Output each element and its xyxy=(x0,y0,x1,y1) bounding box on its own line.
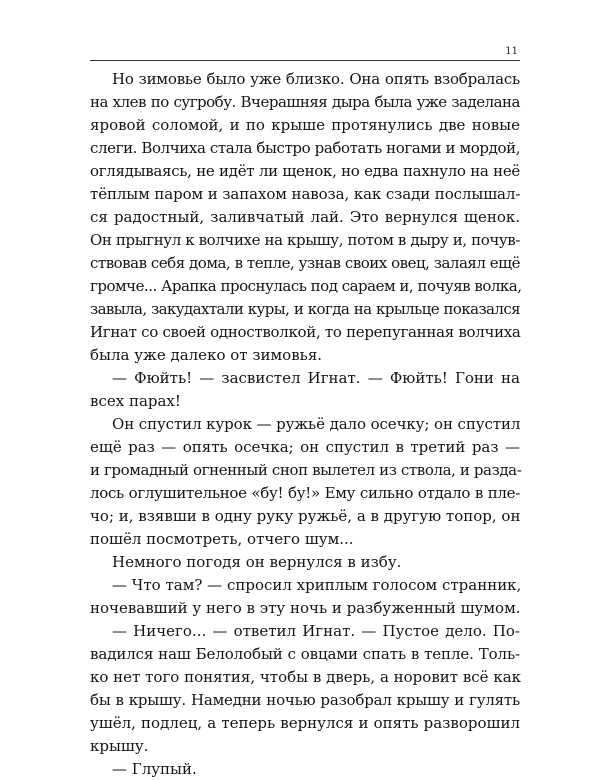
text-line: ствовав себя дома, в тепле, узнав своих овец, залаял ещё xyxy=(90,254,520,272)
text-line: — Ничего... — ответил Игнат. — Пустое дело. По- xyxy=(112,622,520,640)
paragraph xyxy=(90,574,520,620)
text-line: Немного погодя он вернулся в избу. xyxy=(112,553,402,571)
text-line: Игнат со своей одностволкой, то перепуганная волчиха xyxy=(90,323,521,341)
text-line: ночевавший у него в эту ночь и разбуженный шумом. xyxy=(90,599,521,617)
text-line: — Что там? — спросил хриплым голосом странник, xyxy=(112,576,522,594)
text-line: крышу. xyxy=(90,737,149,755)
text-line: на хлев по сугробу. Вчерашняя дыра была уже заделана xyxy=(90,93,520,111)
text-body xyxy=(90,68,520,781)
paragraph xyxy=(90,620,520,758)
text-line: всех парах! xyxy=(90,392,181,410)
text-line: ещё раз — опять осечка; он спустил в третий раз — xyxy=(90,438,520,456)
text-line: была уже далеко от зимовья. xyxy=(90,346,323,364)
text-line: ушёл, подлец, а теперь вернулся и опять разворошил xyxy=(90,714,520,732)
text-line: Но зимовье было уже близко. Она опять взобралась xyxy=(112,70,520,88)
header-rule xyxy=(90,60,520,61)
text-line: лось оглушительное «бу! бу!» Ему сильно отдало в пле- xyxy=(90,484,520,502)
paragraph xyxy=(90,551,520,574)
paragraph xyxy=(90,68,520,367)
text-line: слеги. Волчиха стала быстро работать ногами и мордой, xyxy=(90,139,521,157)
text-line: и громадный огненный сноп вылетел из ствола, и разда- xyxy=(90,461,522,479)
text-line: Он прыгнул к волчихе на крышу, потом в дыру и, почув- xyxy=(90,231,520,249)
text-line: — Глупый. xyxy=(112,760,197,778)
text-line: Он спустил курок — ружьё дало осечку; он спустил xyxy=(112,415,521,433)
page-number: 11 xyxy=(505,46,518,57)
text-line: чо; и, взявши в одну руку ружьё, а в другую топор, он xyxy=(90,507,521,525)
paragraph xyxy=(90,367,520,413)
text-line: вадился наш Белолобый с овцами спать в тепле. Толь- xyxy=(90,645,520,663)
text-line: завыла, закудахтали куры, и когда на крыльце показался xyxy=(90,300,520,318)
text-line: бы в крышу. Намедни ночью разобрал крышу и гулять xyxy=(90,691,520,709)
text-line: тёплым паром и запахом навоза, как сзади послышал- xyxy=(90,185,521,203)
text-line: — Фюйть! — засвистел Игнат. — Фюйть! Гони на xyxy=(112,369,520,387)
text-line: ся радостный, заливчатый лай. Это вернулся щенок. xyxy=(90,208,520,226)
paragraph xyxy=(90,413,520,551)
paragraph xyxy=(90,758,520,781)
text-line: яровой соломой, и по крыше протянулись две новые xyxy=(90,116,520,134)
text-line: ко нет того понятия, чтобы в дверь, а норовит всё как xyxy=(90,668,522,686)
text-line: оглядываясь, не идёт ли щенок, но едва пахнуло на неё xyxy=(90,162,520,180)
text-line: громче... Арапка проснулась под сараем и, почуяв волка, xyxy=(90,277,522,295)
text-line: пошёл посмотреть, отчего шум... xyxy=(90,530,354,548)
